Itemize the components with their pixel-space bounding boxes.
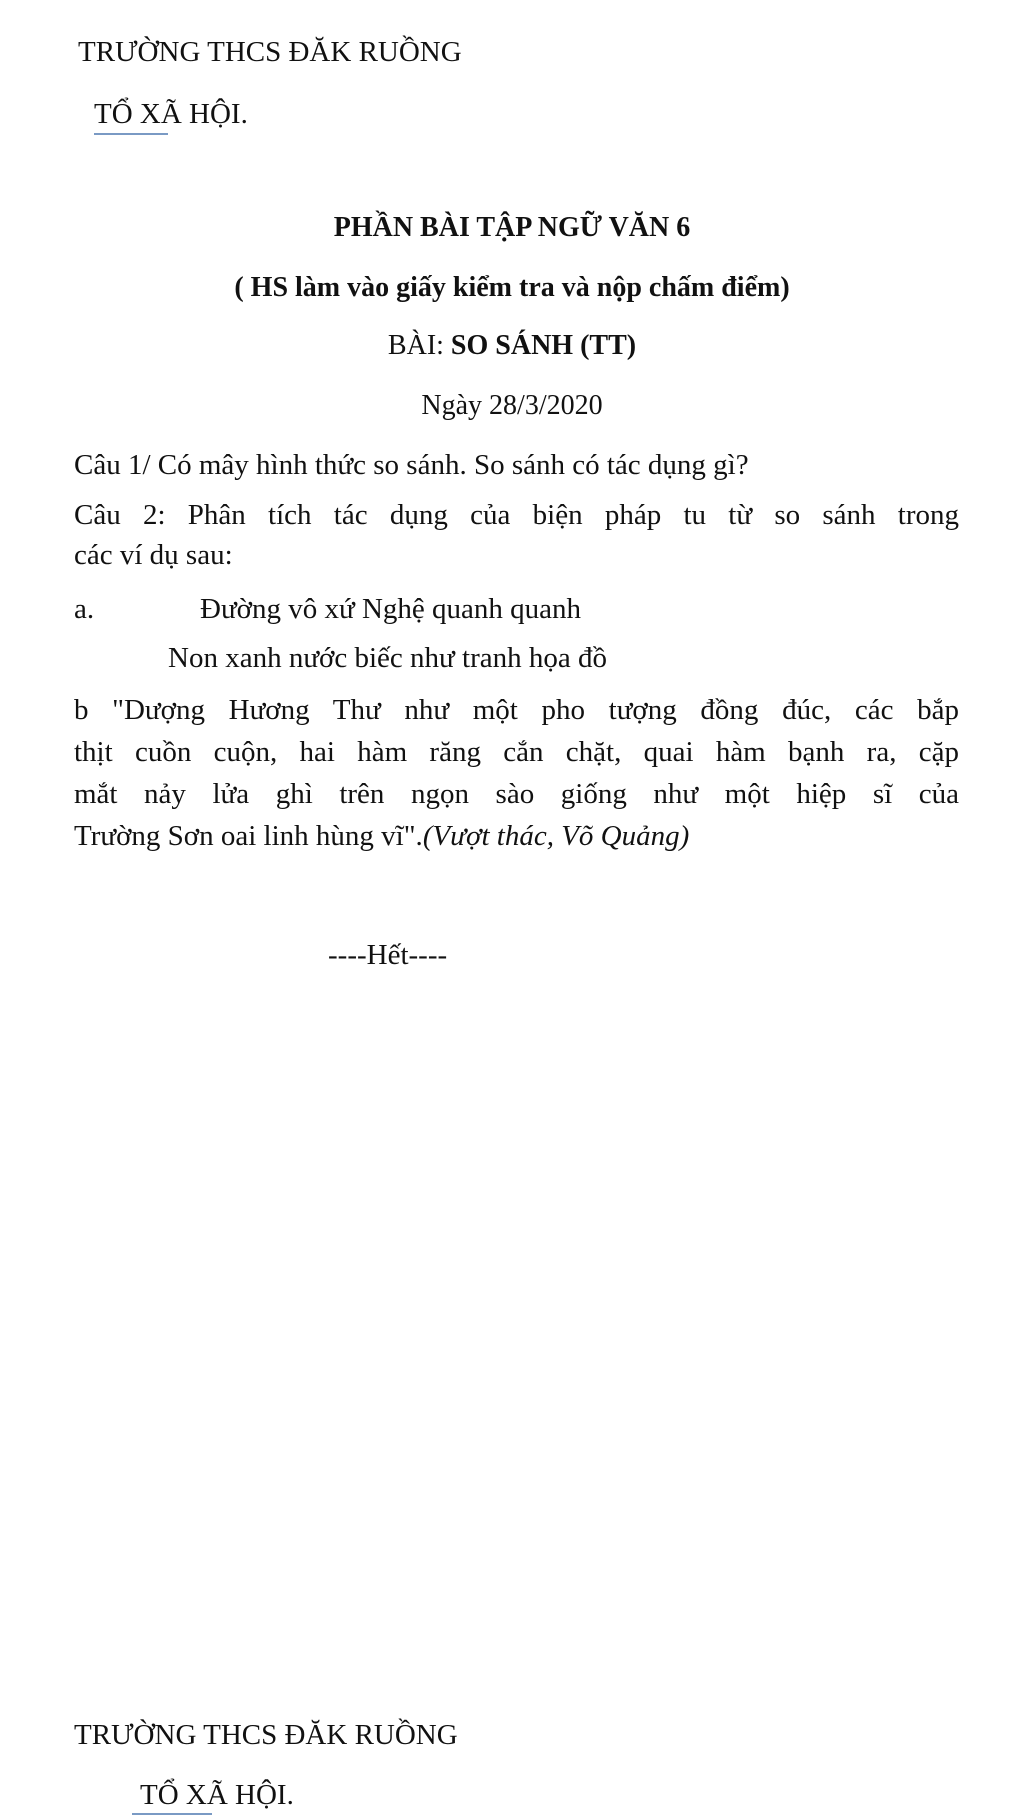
example-a-line-1: Đường vô xứ Nghệ quanh quanh (200, 593, 582, 625)
example-a-line-2: Non xanh nước biếc như tranh họa đồ (168, 642, 607, 674)
department-name-bottom: TỔ XÃ HỘI. (140, 1779, 294, 1811)
example-b-quote-end: Trường Sơn oai linh hùng vĩ". (74, 820, 423, 852)
example-b-source: (Vượt thác, Võ Quảng) (422, 820, 690, 852)
lesson-prefix: BÀI: (387, 330, 451, 361)
example-b-line-3: mắt nảy lửa ghì trên ngọn sào giống như một hiệp sĩ của (74, 778, 959, 810)
instruction-note: ( HS làm vào giấy kiểm tra và nộp chấm điểm) (234, 272, 790, 303)
question-2-line-1: Câu 2: Phân tích tác dụng của biện pháp tu từ so sánh trong (74, 499, 959, 531)
question-1: Câu 1/ Có mây hình thức so sánh. So sánh có tác dụng gì? (74, 449, 749, 481)
example-b-line-1: b "Dượng Hương Thư như một pho tượng đồng đúc, các bắp (74, 694, 959, 726)
end-mark: ----Hết---- (328, 939, 448, 971)
page-title: PHẦN BÀI TẬP NGỮ VĂN 6 (333, 212, 691, 243)
underline-mark-top (94, 133, 168, 135)
example-a-label: a. (74, 593, 95, 625)
example-b-line-4 (74, 818, 689, 854)
underline-mark-bottom (132, 1813, 212, 1815)
school-name-bottom: TRƯỜNG THCS ĐĂK RUỒNG (74, 1719, 458, 1751)
question-2-line-2: các ví dụ sau: (74, 539, 233, 571)
lesson-name: SO SÁNH (TT) (450, 330, 637, 361)
date-line: Ngày 28/3/2020 (421, 390, 603, 421)
department-name-top: TỔ XÃ HỘI. (94, 98, 248, 130)
school-name-top: TRƯỜNG THCS ĐĂK RUỒNG (78, 36, 462, 68)
example-b-line-2: thịt cuồn cuộn, hai hàm răng cắn chặt, quai hàm bạnh ra, cặp (74, 736, 959, 768)
lesson-heading (0, 328, 1024, 364)
